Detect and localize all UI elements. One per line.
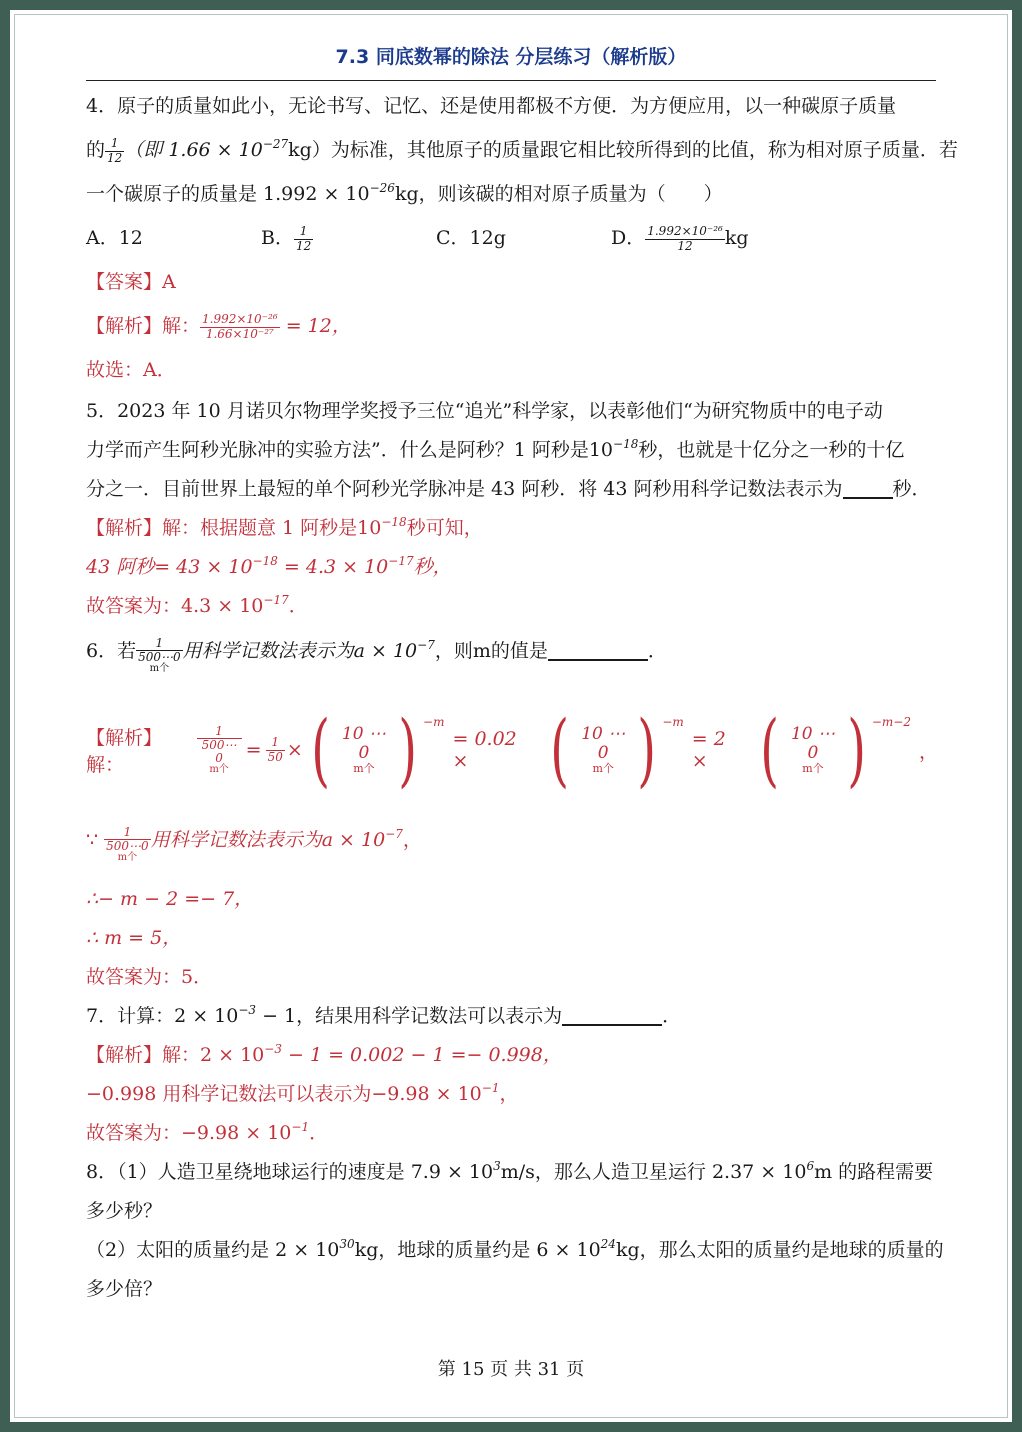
analysis-text: ． [309, 1122, 329, 1144]
fraction-den: 1.66×10⁻²⁷ [205, 326, 274, 341]
q4-conclusion: 故选：A． [86, 359, 176, 381]
q8-part1-line2: 多少秒？ [86, 1200, 163, 1222]
q5-text: 秒，也就是十亿分之一秒的十亿 [638, 439, 905, 461]
because-symbol: ∵ [86, 829, 99, 851]
q7-conclusion [86, 1114, 938, 1153]
choice-b [261, 216, 436, 260]
q4-analysis [86, 304, 938, 348]
exponent: −1 [291, 1120, 310, 1134]
brace-label: m个 [353, 761, 375, 775]
q5-line-2 [86, 431, 938, 470]
q6-text: ，则m的值是 [434, 640, 548, 662]
fraction-num: 1 [294, 225, 313, 239]
q4-math: （即 1.66 × 10 [124, 139, 263, 161]
q5-conclusion [86, 587, 938, 626]
fraction-den: 12 [295, 238, 312, 253]
q5-line-1: 5．2023 年 10 月诺贝尔物理学奖授予三位“追光”科学家，以表彰他们“为研究物质中的电子动 [86, 400, 883, 422]
exponent: −26 [369, 181, 395, 195]
exponent: 30 [339, 1237, 355, 1251]
analysis-text: 秒， [413, 556, 452, 578]
paren-right: ) [637, 703, 657, 796]
q6-math: = 2 × [691, 728, 726, 772]
fraction [197, 725, 242, 776]
q7-text: − 1，结果用科学记数法可以表示为 [256, 1005, 563, 1027]
analysis-text: −0.998 用科学记数法可以表示为−9.98 × 10 [86, 1083, 482, 1105]
analysis-text: − 1 = 0.002 − 1 =− 0.998， [281, 1044, 562, 1066]
paren-left: ( [311, 703, 330, 796]
fraction-num: 1 [266, 736, 285, 750]
choice-d [611, 216, 786, 260]
paren-group: ( 10 ⋯ 0 m个 ) $^{-m}$ [550, 703, 684, 796]
exponent: −18 [252, 554, 278, 568]
analysis-label: 【解析】解： [86, 727, 163, 776]
q8-text: kg，地球的质量约是 6 × 10 [354, 1239, 601, 1261]
choice-c: C．12g [436, 227, 506, 249]
q4-line-3 [86, 172, 938, 216]
q8-part1 [86, 1153, 938, 1192]
q5-text: 秒． [892, 478, 931, 500]
choice-label: B． [261, 227, 294, 249]
analysis-text: 43 阿秒= 43 × 10 [86, 556, 253, 578]
q6-text: 6．若 [86, 640, 137, 662]
brace-label: m个 [209, 764, 229, 776]
group-text: 10 ⋯ 0 [790, 724, 835, 763]
paren-left: ( [760, 703, 780, 796]
group-inner [336, 725, 392, 774]
paren-right: ) [846, 703, 866, 796]
exponent: 24 [600, 1237, 616, 1251]
exponent: −17 [388, 554, 414, 568]
exponent: −3 [238, 1003, 257, 1017]
fraction-den: 12 [677, 238, 693, 253]
unit: kg [724, 227, 749, 249]
q6-math: × [286, 739, 303, 761]
q6-therefore-1: ∴− m − 2 =− 7， [86, 888, 254, 910]
q6-text: ， [918, 740, 938, 763]
group-inner [575, 725, 631, 774]
q8-part2-line2: 多少倍？ [86, 1278, 163, 1300]
q4-text: kg）为标准，其他原子的质量跟它相比较所得到的比值，称为相对原子质量．若 [288, 139, 958, 161]
choice-a: A．12 [86, 227, 143, 249]
q6-text: ． [647, 640, 667, 662]
exponent: 3 [493, 1159, 501, 1173]
fraction [105, 137, 124, 164]
q4-line-1: 4．原子的质量如此小，无论书写、记忆、还是使用都极不方便．为方便应用，以一种碳原子质量 [86, 95, 897, 117]
group-text: 10 ⋯ 0 [581, 724, 626, 763]
q5-text: 分之一．目前世界上最短的单个阿秒光学脉冲是 43 阿秒．将 43 阿秒用科学记数法表示为 [86, 478, 843, 500]
brace-label: m个 [802, 761, 824, 775]
q6-question [86, 626, 938, 690]
q7-question [86, 997, 938, 1036]
exponent: −1 [481, 1081, 500, 1095]
q6-analysis [86, 690, 938, 810]
q6-math: 用科学记数法表示为a × 10 [182, 640, 418, 662]
fraction-den: 50 [267, 749, 283, 764]
analysis-text: = 4.3 × 10 [277, 556, 389, 578]
q7-text: 7．计算：2 × 10 [86, 1005, 239, 1027]
paren-group: ( 10 ⋯ 0 m个 ) $^{-m}$ [311, 703, 445, 796]
brace-label: m个 [592, 761, 614, 775]
fraction-num: 1.992×10⁻²⁶ [202, 312, 278, 327]
group-text: 10 ⋯ 0 [341, 724, 386, 763]
q4-line-2 [86, 128, 958, 172]
q5-analysis-2 [86, 548, 938, 587]
q4-text: 的 [86, 139, 106, 161]
q7-analysis [86, 1036, 938, 1075]
q8-text: m 的路程需要 [814, 1161, 934, 1183]
q6-conclusion: 故答案为：5． [86, 966, 213, 988]
exponent: −17 [263, 593, 289, 607]
fraction-num: 1 [104, 826, 151, 840]
fraction-den: 500⋯0 [201, 737, 237, 766]
answer-blank [562, 1004, 662, 1026]
q4-math: = 12， [285, 315, 351, 337]
q4-text: 一个碳原子的质量是 1.992 × 10 [86, 183, 370, 205]
fraction-num: 1 [105, 137, 124, 151]
exponent: −18 [381, 515, 407, 529]
q5-text: 力学而产生阿秒光脉冲的实验方法”．什么是阿秒？1 阿秒是10 [86, 439, 614, 461]
exponent: −27 [262, 137, 289, 151]
exponent: −7 [385, 827, 403, 841]
document-body [86, 84, 958, 1309]
q6-math: = [245, 739, 262, 761]
analysis-text: ， [402, 829, 422, 851]
fraction-den: 12 [107, 150, 123, 165]
q4-answer: 【答案】A [86, 271, 176, 293]
brace-label: m个 [149, 663, 170, 674]
analysis-text: 【解析】解：根据题意 1 阿秒是10 [86, 517, 382, 539]
analysis-text: 用科学记数法表示为a × 10 [150, 829, 386, 851]
answer-blank [548, 639, 648, 661]
fraction-num: 1.992×10⁻²⁶ [647, 224, 723, 239]
page-number: 第 15 页 共 31 页 [437, 1359, 585, 1380]
analysis-text: 秒可知， [406, 517, 483, 539]
fraction [136, 637, 183, 674]
exponent: −18 [613, 437, 639, 451]
q4-choices [86, 216, 938, 260]
paren-left: ( [550, 703, 570, 796]
fraction [266, 736, 285, 763]
analysis-text: 【解析】解：2 × 10 [86, 1044, 265, 1066]
answer-blank [843, 477, 893, 499]
fraction-num: 1 [197, 725, 242, 739]
paren-group: ( 10 ⋯ 0 m个 ) $^{-m-2}$ [760, 703, 911, 796]
q5-line-3 [86, 470, 938, 509]
choice-label: D． [611, 227, 646, 249]
exponent: −3 [264, 1042, 282, 1056]
page-title: 7.3 同底数幂的除法 分层练习（解析版） [86, 40, 936, 81]
fraction [200, 313, 280, 340]
q6-therefore-2: ∴ m = 5， [86, 927, 182, 949]
brace-label: m个 [117, 852, 138, 863]
exponent: 6 [806, 1159, 815, 1173]
fraction [294, 225, 313, 252]
q6-because [86, 810, 938, 880]
q6-math: = 0.02 × [452, 728, 517, 772]
paren-right: ) [398, 703, 417, 796]
exponent: −7 [417, 638, 435, 652]
analysis-text: ． [288, 595, 308, 617]
q4-text: kg，则该碳的相对原子质量为（ ） [394, 183, 723, 205]
q8-text: m/s，那么人造卫星运行 2.37 × 10 [500, 1161, 807, 1183]
q8-text: kg，那么太阳的质量约是地球的质量的 [615, 1239, 944, 1261]
q8-text: （2）太阳的质量约是 2 × 10 [86, 1239, 340, 1261]
analysis-text: 故答案为：−9.98 × 10 [86, 1122, 292, 1144]
analysis-text: ， [499, 1083, 519, 1105]
group-inner [785, 725, 840, 774]
fraction [104, 826, 151, 863]
q5-analysis-1 [86, 509, 938, 548]
q7-text: ． [662, 1005, 682, 1027]
q7-analysis-2 [86, 1075, 938, 1114]
q8-part2 [86, 1231, 944, 1270]
fraction-num: 1 [136, 637, 183, 651]
q8-text: 8．（1）人造卫星绕地球运行的速度是 7.9 × 10 [86, 1161, 494, 1183]
analysis-label: 【解析】解： [86, 315, 201, 337]
fraction-den: 500⋯0 [106, 838, 149, 853]
fraction [645, 225, 725, 252]
analysis-text: 故答案为：4.3 × 10 [86, 595, 264, 617]
fraction-den: 500⋯0 [138, 649, 181, 664]
